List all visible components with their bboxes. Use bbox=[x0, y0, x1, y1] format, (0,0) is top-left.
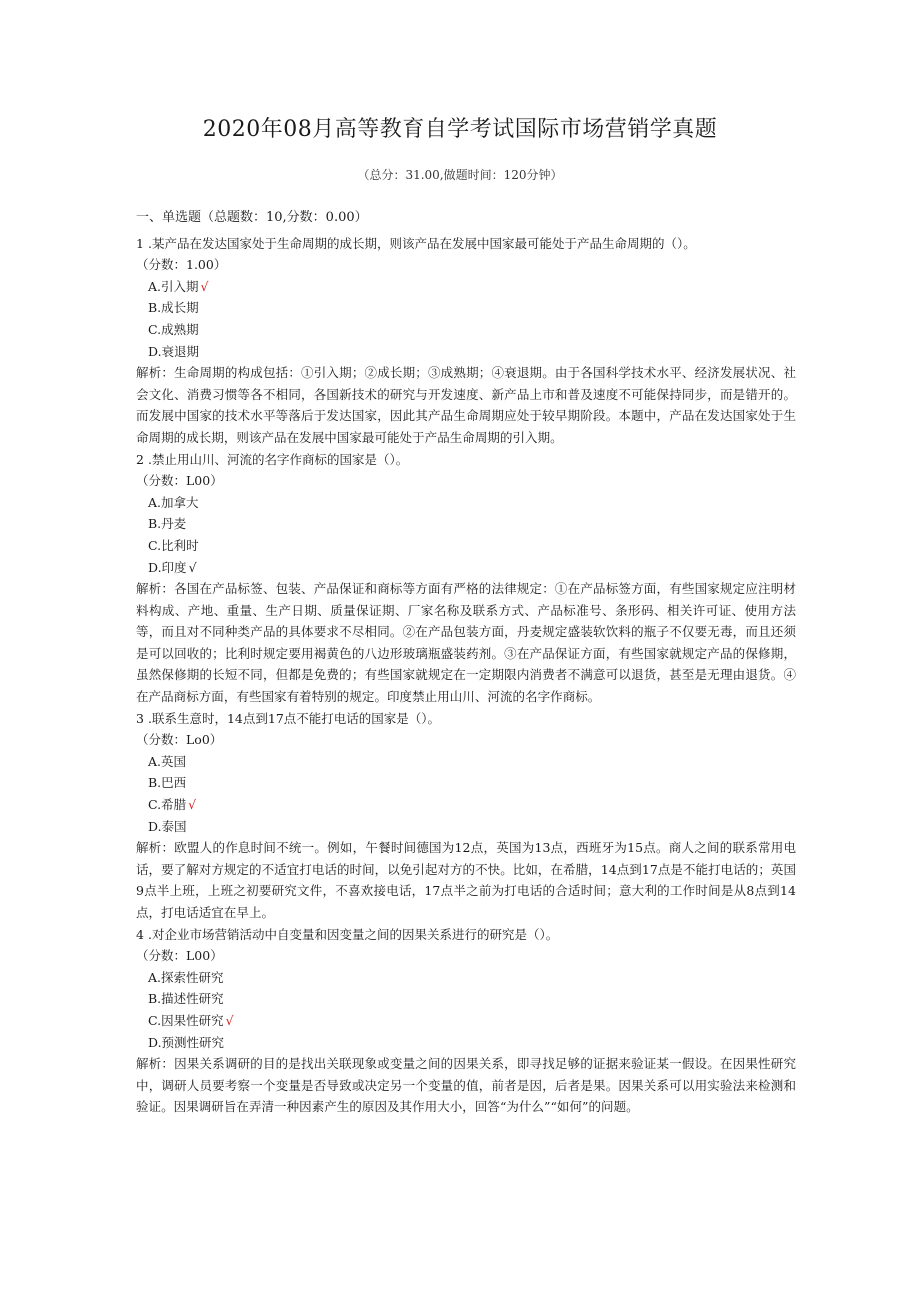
question-analysis: 解析：因果关系调研的目的是找出关联现象或变量之间的因果关系，即寻找足够的证据来验证某一假设。在因果性研究中，调研人员要考察一个变量是否导致或决定另一个变量的值，前者是因，后者是果。因果关系可以用实验法来检测和验证。因果调研旨在弄清一种因素产生的原因及其作用大小，回答“为什么”“如何”的问题。 bbox=[136, 1056, 796, 1115]
option-label: A.加拿大 bbox=[148, 494, 199, 510]
option-d bbox=[136, 816, 796, 838]
question-2 bbox=[136, 449, 796, 708]
question-number: 4 bbox=[136, 926, 144, 942]
question-number: 3 bbox=[136, 710, 144, 726]
question-number: 1 bbox=[136, 235, 144, 251]
question-analysis: 解析：各国在产品标签、包装、产品保证和商标等方面有严格的法律规定：①在产品标签方面，有些国家规定应注明材料构成、产地、重量、生产日期、质量保证期、厂家名称及联系方式、产品标准号、条形码、相关许可证、使用方法等，而且对不同种类产品的具体要求不尽相同。②在产品包装方面，丹麦规定盛装软饮料的瓶子不仅要无毒，而且还须是可以回收的；比利时规定要用褐黄色的八边形玻璃瓶盛装药剂。③在产品保证方面，有些国家就规定产品的保修期，虽然保修期的长短不同，但都是免费的；有些国家就规定在一定期限内消费者不满意可以退货，甚至是无理由退货。④在产品商标方面，有些国家有着特别的规定。印度禁止用山川、河流的名字作商标。 bbox=[136, 581, 796, 705]
option-label: B.描述性研究 bbox=[148, 991, 224, 1007]
option-b bbox=[136, 772, 796, 794]
question-list bbox=[136, 207, 796, 1118]
option-label: A.英国 bbox=[148, 753, 187, 769]
option-d bbox=[136, 1032, 796, 1054]
option-label: C.比利时 bbox=[148, 537, 199, 553]
question-analysis: 解析：生命周期的构成包括：①引入期；②成长期；③成熟期；④衰退期。由于各国科学技术水平、经济发展状况、社会文化、消费习惯等各不相同，各国新技术的研究与开发速度、新产品上市和普及速度不可能保持同步，而是错开的。而发展中国家的技术水平等落后于发达国家，因此其产品生命周期应处于较早期阶段。本题中，产品在发达国家处于生命周期的成长期，则该产品在发展中国家最可能处于产品生命周期的引入期。 bbox=[136, 365, 796, 445]
option-c bbox=[136, 1010, 796, 1032]
question-stem bbox=[136, 708, 796, 730]
option-a bbox=[136, 276, 796, 298]
section-header: 一、单选题（总题数：10,分数：0.00） bbox=[136, 210, 368, 225]
question-text: .某产品在发达国家处于生命周期的成长期，则该产品在发展中国家最可能处于产品生命周期的（）。 bbox=[148, 235, 696, 251]
question-score: （分数：1.00） bbox=[136, 257, 227, 273]
option-label: C.因果性研究 bbox=[148, 1012, 224, 1028]
option-b bbox=[136, 988, 796, 1010]
question-3 bbox=[136, 708, 796, 924]
option-label: C.成熟期 bbox=[148, 321, 199, 337]
question-text: .联系生意时，14点到17点不能打电话的国家是（）。 bbox=[148, 710, 441, 726]
option-label: A.探索性研究 bbox=[148, 969, 224, 985]
correct-check-icon: √ bbox=[200, 278, 209, 294]
option-a bbox=[136, 492, 796, 514]
option-label: D.衰退期 bbox=[148, 343, 200, 359]
question-stem bbox=[136, 924, 796, 946]
question-score: （分数：L00） bbox=[136, 473, 223, 489]
option-label: D.预测性研究 bbox=[148, 1034, 225, 1050]
option-d bbox=[136, 341, 796, 363]
question-text: .禁止用山川、河流的名字作商标的国家是（）。 bbox=[148, 451, 409, 467]
option-label: C.希腊 bbox=[148, 797, 187, 813]
option-c bbox=[136, 535, 796, 557]
option-label: D.泰国 bbox=[148, 818, 187, 834]
question-1 bbox=[136, 233, 796, 449]
correct-check-icon: √ bbox=[225, 1012, 234, 1028]
question-score: （分数：Lo0） bbox=[136, 732, 223, 748]
question-score: （分数：L00） bbox=[136, 948, 223, 964]
option-d bbox=[136, 557, 796, 579]
question-4 bbox=[136, 924, 796, 1118]
question-analysis: 解析：欧盟人的作息时间不统一。例如，午餐时间德国为12点，英国为13点，西班牙为15点。商人之间的联系常用电话，要了解对方规定的不适宜打电话的时间，以免引起对方的不快。比如，在希腊，14点到17点是不能打电话的；英国9点半上班，上班之初要研究文件，不喜欢接电话，17点半之前为打电话的合适时间；意大利的工作时间是从8点到14点，打电话适宜在早上。 bbox=[136, 840, 796, 920]
page-title: 2020年08月高等教育自学考试国际市场营销学真题 bbox=[202, 117, 718, 142]
option-label: B.丹麦 bbox=[148, 516, 187, 532]
option-label: B.成长期 bbox=[148, 300, 199, 316]
option-b bbox=[136, 297, 796, 319]
option-c bbox=[136, 319, 796, 341]
option-a bbox=[136, 751, 796, 773]
question-number: 2 bbox=[136, 451, 144, 467]
correct-check-icon: √ bbox=[188, 559, 197, 575]
option-label: D.印度 bbox=[148, 559, 187, 575]
option-a bbox=[136, 967, 796, 989]
option-label: A.引入期 bbox=[148, 278, 199, 294]
exam-meta: （总分：31.00,做题时间：120分钟） bbox=[357, 168, 563, 182]
question-stem bbox=[136, 449, 796, 471]
option-label: B.巴西 bbox=[148, 775, 187, 791]
option-c bbox=[136, 794, 796, 816]
question-stem bbox=[136, 233, 796, 255]
correct-check-icon: √ bbox=[188, 797, 197, 813]
option-b bbox=[136, 513, 796, 535]
question-text: .对企业市场营销活动中自变量和因变量之间的因果关系进行的研究是（）。 bbox=[148, 926, 559, 942]
